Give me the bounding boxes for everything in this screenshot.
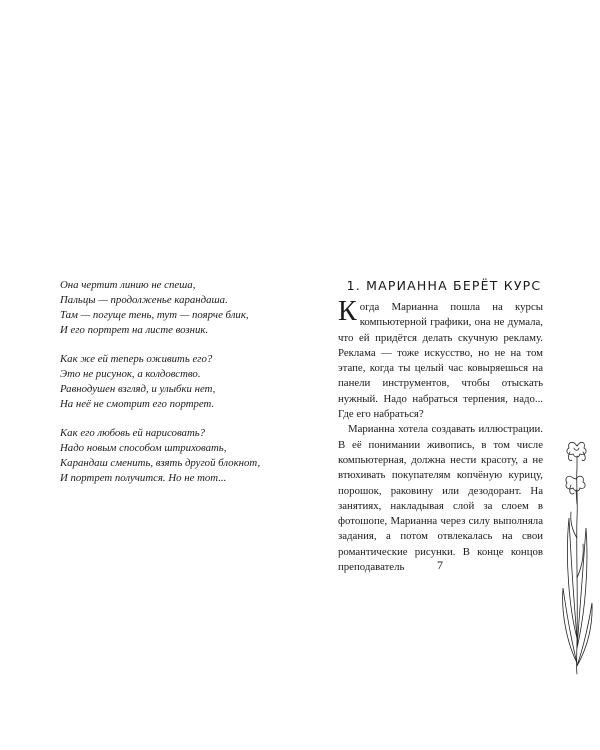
poem-line: Надо новым способом штриховать, [60,442,227,454]
drop-cap: К [338,296,357,327]
paragraph [338,296,543,422]
poem-line: Она чертит линию не спеша, [60,279,196,291]
poem-line: На неё не смотрит его портрет. [60,398,215,410]
poem-line: Как его любовь ей нарисовать? [60,427,206,439]
poem-stanza [60,278,290,338]
paragraph: Марианна хотела создавать иллюстрации. В её понимании живопись, в том числе компьютерная, должна нести красоту, а не втюхивать покупателям копчёную курицу, порошок, раковину или дезодорант. На занятиях, накладывая слой за слоем в фотошопе, Марианна через силу выполняла задания, а потом отвлекалась на свои романтические рисунки. В конце концов преподаватель [338,423,543,574]
poem-line: Карандаш сменить, взять другой блокнот, [60,457,261,469]
poem-line: Пальцы — продолженье карандаша. [60,294,228,306]
poem-line: Там — погуще тень, тут — поярче блик, [60,309,249,321]
poem-stanza [60,426,290,486]
poem-line: Равнодушен взгляд, и улыбки нет, [60,383,216,395]
poem-line: И портрет получится. Но не тот... [60,472,227,484]
iris-flower-icon [555,438,600,678]
poem-line: Это не рисунок, а колдовство. [60,368,201,380]
chapter-text [338,296,543,575]
right-page [300,0,600,750]
poem-line: Как же ей теперь оживить его? [60,353,213,365]
poem [60,278,290,500]
poem-line: И его портрет на листе возник. [60,324,209,336]
page-number: 7 [437,558,443,572]
poem-stanza [60,352,290,412]
paragraph-text: огда Марианна пошла на курсы компьютерной графики, она не думала, что ей придётся делать скучную рекламу. Реклама — тоже искусство, но не на том этапе, когда ты целый час ковыряешься на панели инструментов, чтобы отыскать нужный. Надо набраться терпения, надо... Где его набраться? [338,301,543,421]
chapter-title: 1. МАРИАННА БЕРЁТ КУРС [346,278,542,293]
